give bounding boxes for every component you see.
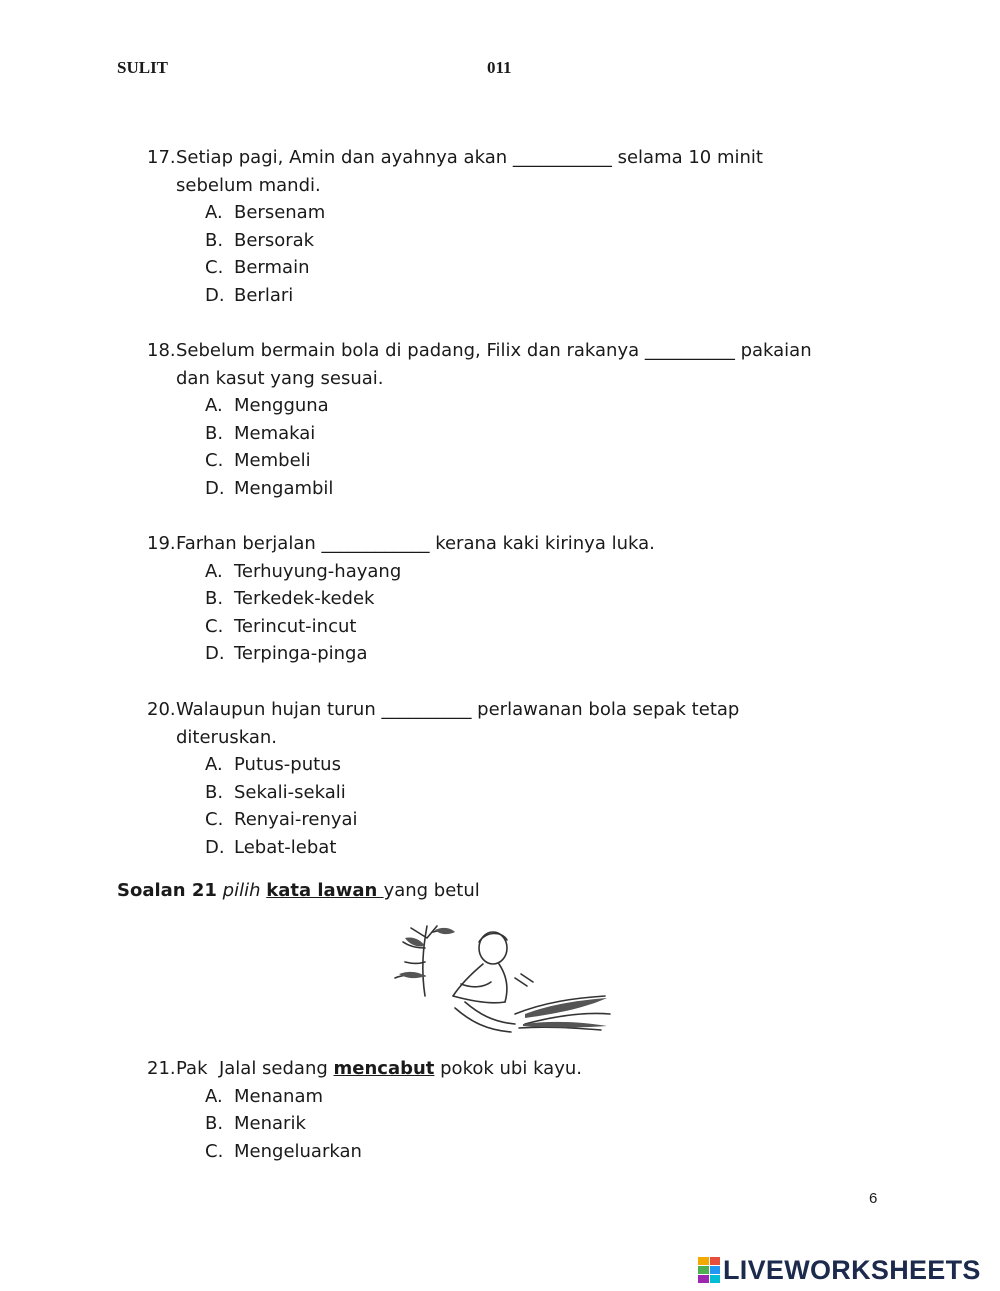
option-b[interactable]: B. Memakai <box>205 422 316 444</box>
question-text: Setiap pagi, Amin dan ayahnya akan ___________ selama 10 minit <box>176 147 763 168</box>
question-21 <box>147 1055 582 1165</box>
option-c[interactable]: C. Mengeluarkan <box>205 1140 362 1162</box>
question-text-end: pokok ubi kayu. <box>434 1058 582 1079</box>
question-number: 21. <box>147 1058 176 1079</box>
option-a[interactable]: A. Menanam <box>205 1085 324 1107</box>
question-text: Sebelum bermain bola di padang, Filix dan rakanya __________ pakaian <box>176 340 812 361</box>
question-text: Farhan berjalan ____________ kerana kaki kirinya luka. <box>176 533 655 554</box>
question-text: Walaupun hujan turun __________ perlawanan bola sepak tetap <box>176 699 740 720</box>
page-number: 6 <box>869 1190 878 1207</box>
option-d[interactable]: D. Terpinga-pinga <box>205 643 368 665</box>
option-a[interactable]: A. Terhuyung-hayang <box>205 560 402 582</box>
question-number: 19. <box>147 533 176 554</box>
question-number: 18. <box>147 340 176 361</box>
question-19 <box>147 530 655 668</box>
option-d[interactable]: D. Mengambil <box>205 477 334 499</box>
option-b[interactable]: B. Sekali-sekali <box>205 781 346 803</box>
section-keyword: kata lawan <box>266 880 384 901</box>
section-instruction: pilih <box>222 880 261 901</box>
header-sulit: SULIT <box>117 58 169 77</box>
liveworksheets-logo[interactable] <box>698 1255 981 1285</box>
question-text-cont: sebelum mandi. <box>176 174 321 196</box>
section-label: Soalan 21 <box>117 880 217 901</box>
section-heading <box>117 880 480 901</box>
option-a[interactable]: A. Bersenam <box>205 202 326 224</box>
option-d[interactable]: D. Lebat-lebat <box>205 836 337 858</box>
question-keyword: mencabut <box>333 1058 435 1079</box>
logo-mark-icon <box>698 1257 720 1283</box>
cassava-pulling-illustration <box>375 918 620 1038</box>
question-20 <box>147 696 739 862</box>
option-a[interactable]: A. Mengguna <box>205 395 329 417</box>
question-18 <box>147 337 812 503</box>
question-17 <box>147 144 763 310</box>
option-d[interactable]: D. Berlari <box>205 284 294 306</box>
section-rest: yang betul <box>383 880 480 901</box>
option-b[interactable]: B. Terkedek-kedek <box>205 588 375 610</box>
option-c[interactable]: C. Terincut-incut <box>205 615 357 637</box>
question-text-cont: diteruskan. <box>176 726 278 748</box>
question-number: 20. <box>147 699 176 720</box>
question-number: 17. <box>147 147 176 168</box>
option-b[interactable]: B. Bersorak <box>205 229 315 251</box>
question-text: Pak Jalal sedang <box>176 1058 334 1079</box>
question-text-cont: dan kasut yang sesuai. <box>176 367 384 389</box>
logo-text: LIVEWORKSHEETS <box>723 1254 981 1285</box>
option-c[interactable]: C. Membeli <box>205 450 311 472</box>
option-a[interactable]: A. Putus-putus <box>205 754 341 776</box>
header-code: 011 <box>487 58 512 77</box>
option-c[interactable]: C. Bermain <box>205 257 310 279</box>
option-b[interactable]: B. Menarik <box>205 1113 306 1135</box>
option-c[interactable]: C. Renyai-renyai <box>205 809 358 831</box>
